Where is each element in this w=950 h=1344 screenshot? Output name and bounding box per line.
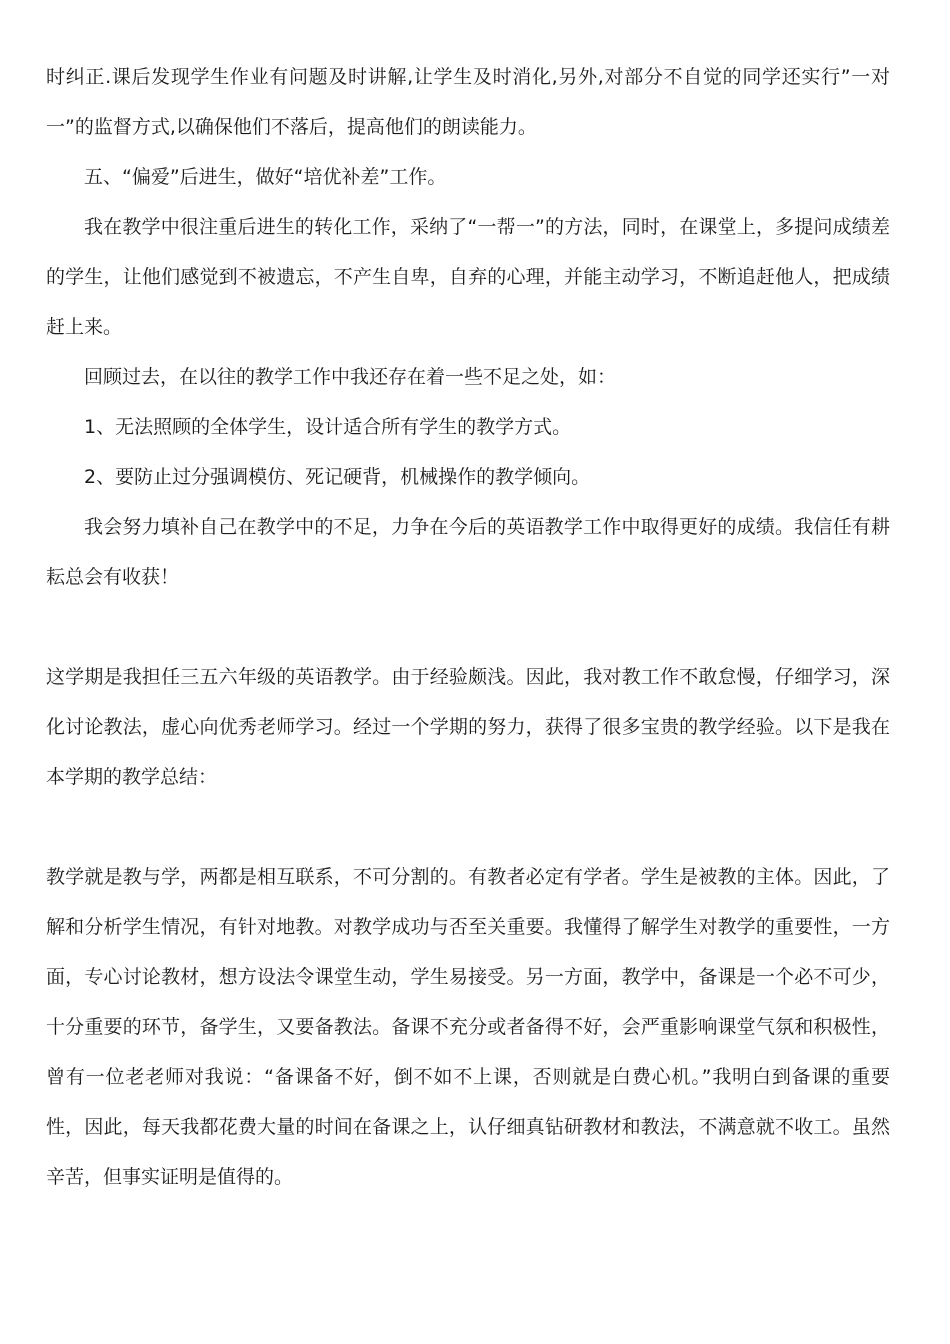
paragraph-conclusion: 我会努力填补自己在教学中的不足，力争在今后的英语教学工作中取得更好的成绩。我信任有耕耘总会有收获！ [46, 516, 890, 588]
document-body [46, 52, 890, 1202]
paragraph-review: 回顾过去，在以往的教学工作中我还存在着一些不足之处，如： [84, 366, 617, 388]
list-item-1: 1、无法照顾的全体学生，设计适合所有学生的教学方式。 [84, 416, 572, 438]
list-item-2: 2、要防止过分强调模仿、死记硬背，机械操作的教学倾向。 [84, 466, 591, 488]
paragraph-continuation: 时纠正.课后发现学生作业有问题及时讲解,让学生及时消化,另外,对部分不自觉的同学还实行”一对一”的监督方式,以确保他们不落后，提高他们的朗读能力。 [46, 66, 890, 138]
paragraph-teaching-learning: 教学就是教与学，两都是相互联系，不可分割的。有教者必定有学者。学生是被教的主体。因此，了解和分析学生情况，有针对地教。对教学成功与否至关重要。我懂得了解学生对教学的重要性，一方面，专心讨论教材，想方设法令课堂生动，学生易接受。另一方面，教学中，备课是一个必不可少，十分重要的环节，备学生，又要备教法。备课不充分或者备得不好，会严重影响课堂气氛和积极性，曾有一位老老师对我说：“备课备不好，倒不如不上课，否则就是白费心机。”我明白到备课的重要性，因此，每天我都花费大量的时间在备课之上，认仔细真钻研教材和教法，不满意就不收工。虽然辛苦，但事实证明是值得的。 [46, 866, 890, 1188]
section-heading-5: 五、“偏爱”后进生，做好“培优补差”工作。 [84, 166, 447, 188]
paragraph-underachievers: 我在教学中很注重后进生的转化工作，采纳了“一帮一”的方法，同时，在课堂上，多提问成绩差的学生，让他们感觉到不被遗忘，不产生自卑，自弃的心理，并能主动学习，不断追赶他人，把成绩赶上来。 [46, 216, 890, 338]
paragraph-semester-intro: 这学期是我担任三五六年级的英语教学。由于经验颇浅。因此，我对教工作不敢怠慢，仔细学习，深化讨论教法，虚心向优秀老师学习。经过一个学期的努力，获得了很多宝贵的教学经验。以下是我在本学期的教学总结： [46, 666, 890, 788]
